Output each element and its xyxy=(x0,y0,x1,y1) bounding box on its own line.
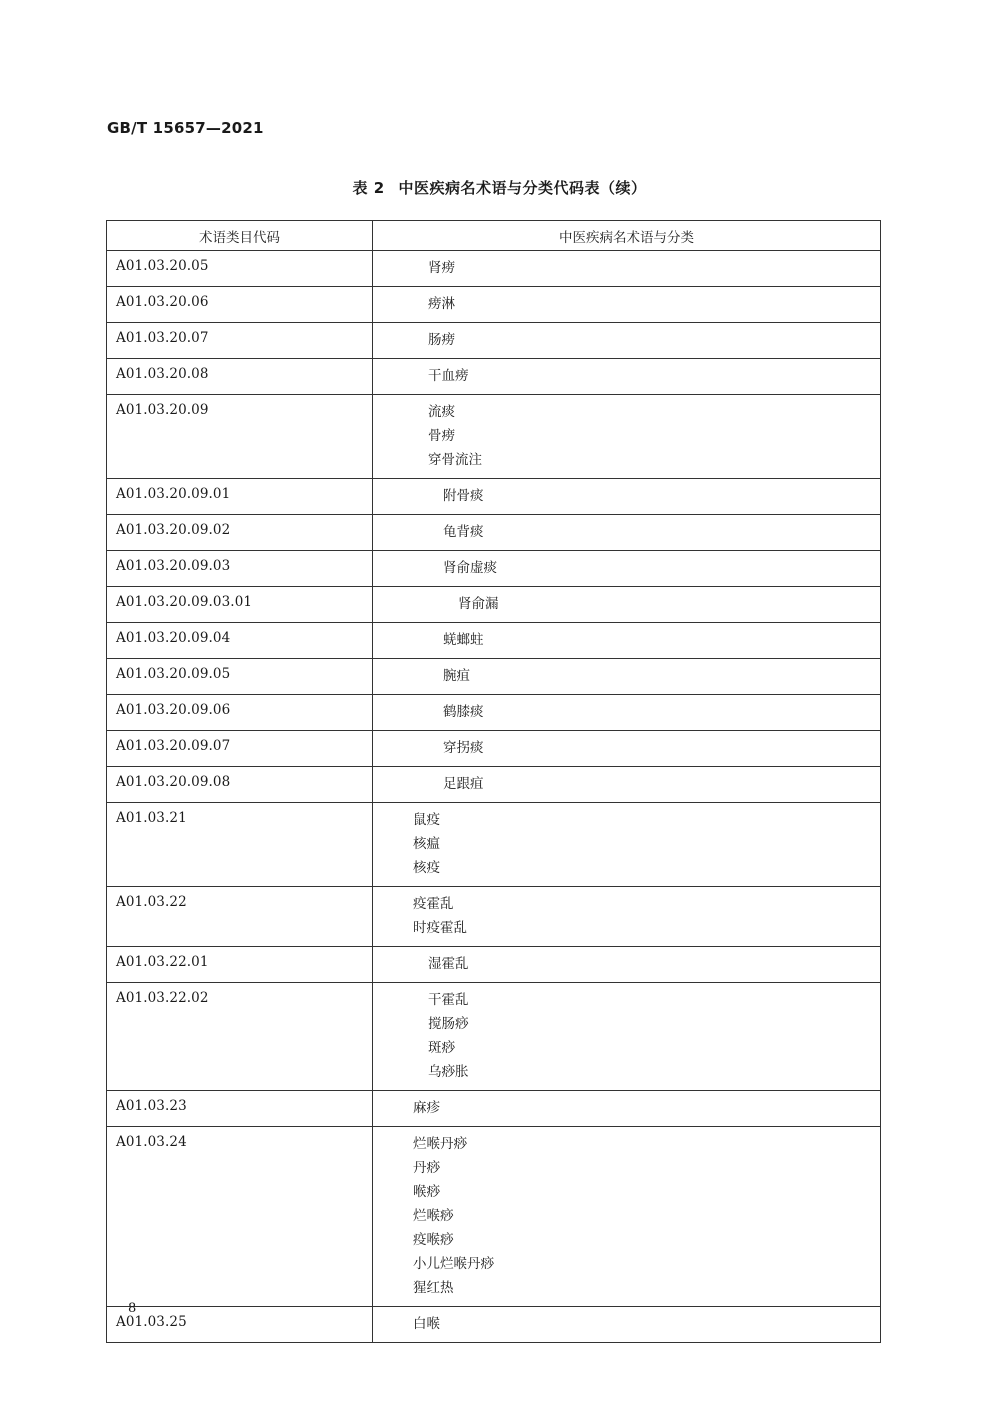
category-code-cell: A01.03.20.09.03.01 xyxy=(107,587,373,623)
category-code-cell: A01.03.20.06 xyxy=(107,287,373,323)
category-code-cell: A01.03.24 xyxy=(107,1127,373,1307)
table-row xyxy=(107,695,881,731)
term-cell xyxy=(373,251,881,287)
table-row xyxy=(107,659,881,695)
category-code-cell: A01.03.20.08 xyxy=(107,359,373,395)
term-item: 流痰 xyxy=(428,404,455,420)
term-item: 白喉 xyxy=(413,1316,440,1332)
term-classification-table xyxy=(106,220,881,1343)
category-code-cell: A01.03.20.09.02 xyxy=(107,515,373,551)
term-item: 鹤膝痰 xyxy=(443,704,484,720)
category-code-cell: A01.03.20.09.08 xyxy=(107,767,373,803)
term-item: 核疫 xyxy=(413,860,440,876)
term-item: 麻疹 xyxy=(413,1100,440,1116)
table-row xyxy=(107,1091,881,1127)
term-item: 核瘟 xyxy=(413,836,440,852)
term-item: 穿拐痰 xyxy=(443,740,484,756)
term-item: 喉痧 xyxy=(413,1184,440,1200)
term-cell xyxy=(373,515,881,551)
term-cell xyxy=(373,947,881,983)
category-code-cell: A01.03.20.09.06 xyxy=(107,695,373,731)
term-item: 鼠疫 xyxy=(413,812,440,828)
table-row xyxy=(107,287,881,323)
term-item: 烂喉丹痧 xyxy=(413,1136,467,1152)
term-cell xyxy=(373,767,881,803)
table-row xyxy=(107,767,881,803)
table-header-row xyxy=(107,221,881,251)
term-item: 骨痨 xyxy=(428,428,455,444)
table-row xyxy=(107,983,881,1091)
table-body xyxy=(107,251,881,1343)
table-row xyxy=(107,1307,881,1343)
category-code-cell: A01.03.22.01 xyxy=(107,947,373,983)
term-item: 龟背痰 xyxy=(443,524,484,540)
term-item: 疫喉痧 xyxy=(413,1232,454,1248)
term-item: 附骨痰 xyxy=(443,488,484,504)
term-item: 肠痨 xyxy=(428,332,455,348)
table-row xyxy=(107,359,881,395)
term-item: 肾俞漏 xyxy=(458,596,499,612)
term-item: 疫霍乱 xyxy=(413,896,454,912)
term-item: 烂喉痧 xyxy=(413,1208,454,1224)
term-cell xyxy=(373,1091,881,1127)
term-cell xyxy=(373,1307,881,1343)
table-row xyxy=(107,323,881,359)
table-row xyxy=(107,395,881,479)
table-row xyxy=(107,587,881,623)
table-row xyxy=(107,251,881,287)
document-id: GB/T 15657—2021 xyxy=(107,119,264,137)
term-item: 丹痧 xyxy=(413,1160,440,1176)
category-code-cell: A01.03.20.09 xyxy=(107,395,373,479)
term-cell xyxy=(373,1127,881,1307)
term-cell xyxy=(373,803,881,887)
term-item: 穿骨流注 xyxy=(428,452,482,468)
table-row xyxy=(107,803,881,887)
page-number: 8 xyxy=(128,1301,137,1316)
term-cell xyxy=(373,395,881,479)
table-row xyxy=(107,731,881,767)
term-cell xyxy=(373,479,881,515)
category-code-cell: A01.03.20.07 xyxy=(107,323,373,359)
category-code-cell: A01.03.25 xyxy=(107,1307,373,1343)
category-code-cell: A01.03.22.02 xyxy=(107,983,373,1091)
table-row xyxy=(107,623,881,659)
category-code-cell: A01.03.20.05 xyxy=(107,251,373,287)
table-row xyxy=(107,1127,881,1307)
table-row xyxy=(107,887,881,947)
table-label: 表 2 xyxy=(352,179,385,197)
term-cell xyxy=(373,287,881,323)
term-item: 肾俞虚痰 xyxy=(443,560,497,576)
term-cell xyxy=(373,623,881,659)
term-item: 斑痧 xyxy=(428,1040,455,1056)
term-cell xyxy=(373,659,881,695)
term-item: 足跟疽 xyxy=(443,776,484,792)
table-row xyxy=(107,515,881,551)
term-item: 蜣螂蛀 xyxy=(443,632,484,648)
term-cell xyxy=(373,887,881,947)
term-cell xyxy=(373,359,881,395)
category-code-cell: A01.03.20.09.04 xyxy=(107,623,373,659)
term-item: 猩红热 xyxy=(413,1280,454,1296)
term-item: 湿霍乱 xyxy=(428,956,469,972)
term-item: 时疫霍乱 xyxy=(413,920,467,936)
term-cell xyxy=(373,587,881,623)
table-row xyxy=(107,551,881,587)
table-row xyxy=(107,947,881,983)
category-code-cell: A01.03.20.09.07 xyxy=(107,731,373,767)
category-code-cell: A01.03.23 xyxy=(107,1091,373,1127)
term-item: 乌痧胀 xyxy=(428,1064,469,1080)
term-item: 干霍乱 xyxy=(428,992,469,1008)
category-code-cell: A01.03.22 xyxy=(107,887,373,947)
table-caption xyxy=(0,177,999,198)
category-code-cell: A01.03.21 xyxy=(107,803,373,887)
column-header-code: 术语类目代码 xyxy=(107,221,373,251)
category-code-cell: A01.03.20.09.01 xyxy=(107,479,373,515)
term-cell xyxy=(373,551,881,587)
term-cell xyxy=(373,731,881,767)
category-code-cell: A01.03.20.09.03 xyxy=(107,551,373,587)
column-header-term: 中医疾病名术语与分类 xyxy=(373,221,881,251)
term-item: 肾痨 xyxy=(428,260,455,276)
term-item: 小儿烂喉丹痧 xyxy=(413,1256,494,1272)
table-row xyxy=(107,479,881,515)
term-item: 腕疽 xyxy=(443,668,470,684)
category-code-cell: A01.03.20.09.05 xyxy=(107,659,373,695)
term-cell xyxy=(373,983,881,1091)
term-item: 痨淋 xyxy=(428,296,455,312)
term-item: 干血痨 xyxy=(428,368,469,384)
term-item: 搅肠痧 xyxy=(428,1016,469,1032)
term-cell xyxy=(373,323,881,359)
term-cell xyxy=(373,695,881,731)
table-title: 中医疾病名术语与分类代码表（续） xyxy=(398,179,647,197)
